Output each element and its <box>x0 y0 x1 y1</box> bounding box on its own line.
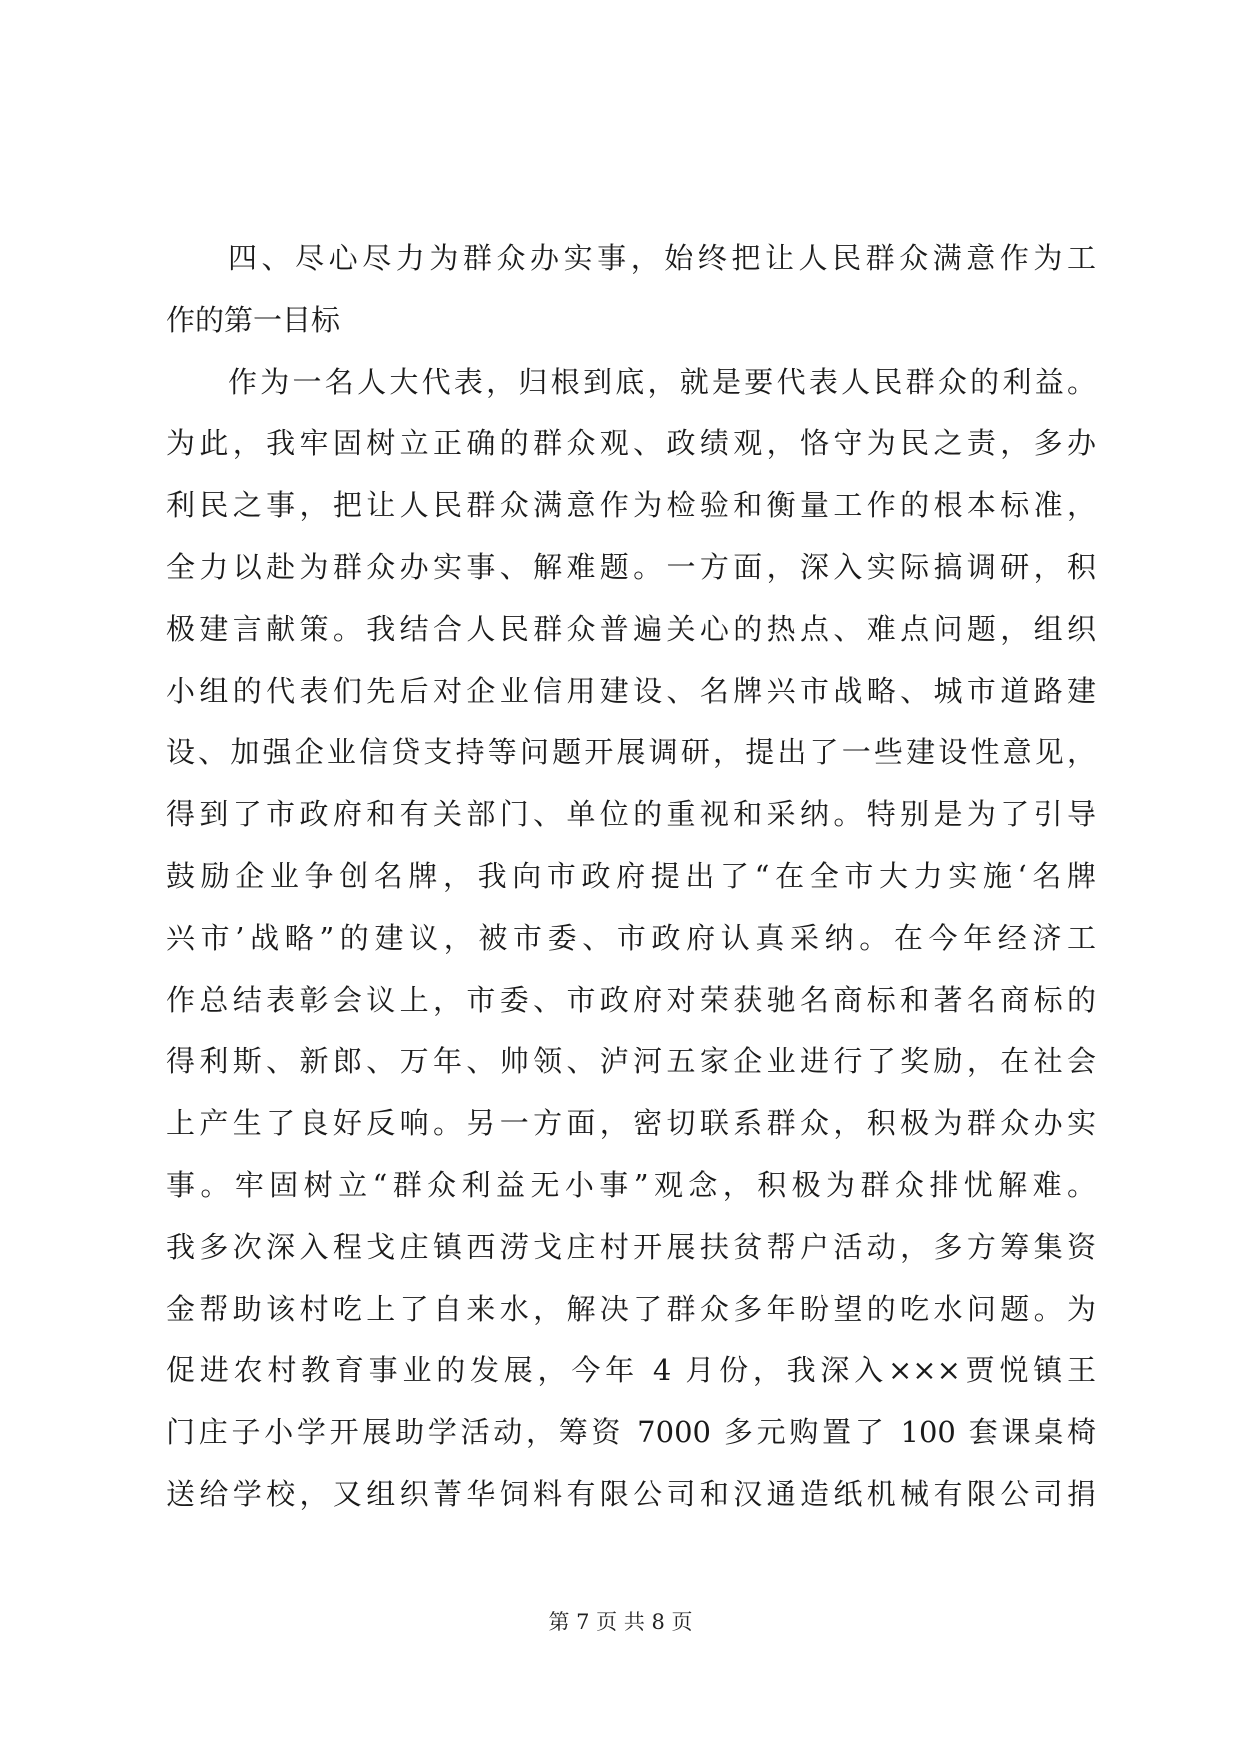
paragraph-line: 得利斯、新郎、万年、帅领、泸河五家企业进行了奖励，在社会 <box>166 1044 1096 1079</box>
paragraph-line: 作总结表彰会议上，市委、市政府对荣获驰名商标和著名商标的 <box>166 982 1096 1017</box>
paragraph-line: 全力以赴为群众办实事、解难题。一方面，深入实际搞调研，积 <box>166 549 1096 584</box>
paragraph-line: 兴市’战略”的建议，被市委、市政府认真采纳。在今年经济工 <box>166 920 1096 955</box>
page-number-footer: 第 7 页 共 8 页 <box>548 1610 693 1634</box>
paragraph-line: 小组的代表们先后对企业信用建设、名牌兴市战略、城市道路建 <box>166 673 1096 708</box>
paragraph-line: 设、加强企业信贷支持等问题开展调研，提出了一些建设性意见， <box>166 735 1096 770</box>
paragraph-line: 作为一名人大代表，归根到底，就是要代表人民群众的利益。 <box>228 364 1096 399</box>
paragraph-line: 为此，我牢固树立正确的群众观、政绩观，恪守为民之责，多办 <box>166 426 1096 461</box>
paragraph-line: 金帮助该村吃上了自来水，解决了群众多年盼望的吃水问题。为 <box>166 1291 1096 1326</box>
body-text <box>166 228 1096 1526</box>
heading-line-1: 四、尽心尽力为群众办实事，始终把让人民群众满意作为工 <box>228 241 1096 275</box>
heading-line-2: 作的第一目标 <box>166 302 341 337</box>
paragraph-line: 促进农村教育事业的发展，今年 4 月份，我深入×××贾悦镇王 <box>166 1353 1096 1388</box>
paragraph-line: 鼓励企业争创名牌，我向市政府提出了“在全市大力实施‘名牌 <box>166 858 1096 893</box>
paragraph-line: 送给学校，又组织菁华饲料有限公司和汉通造纸机械有限公司捐 <box>166 1476 1096 1511</box>
paragraph-line: 得到了市政府和有关部门、单位的重视和采纳。特别是为了引导 <box>166 797 1096 832</box>
paragraph-line: 上产生了良好反响。另一方面，密切联系群众，积极为群众办实 <box>166 1106 1096 1141</box>
paragraph-line: 门庄子小学开展助学活动，筹资 7000 多元购置了 100 套课桌椅 <box>166 1415 1096 1450</box>
paragraph-line: 我多次深入程戈庄镇西涝戈庄村开展扶贫帮户活动，多方筹集资 <box>166 1229 1096 1264</box>
paragraph-line: 极建言献策。我结合人民群众普遍关心的热点、难点问题，组织 <box>166 611 1096 646</box>
paragraph-line: 事。牢固树立“群众利益无小事”观念，积极为群众排忧解难。 <box>166 1167 1096 1202</box>
paragraph-line: 利民之事，把让人民群众满意作为检验和衡量工作的根本标准， <box>166 488 1096 523</box>
